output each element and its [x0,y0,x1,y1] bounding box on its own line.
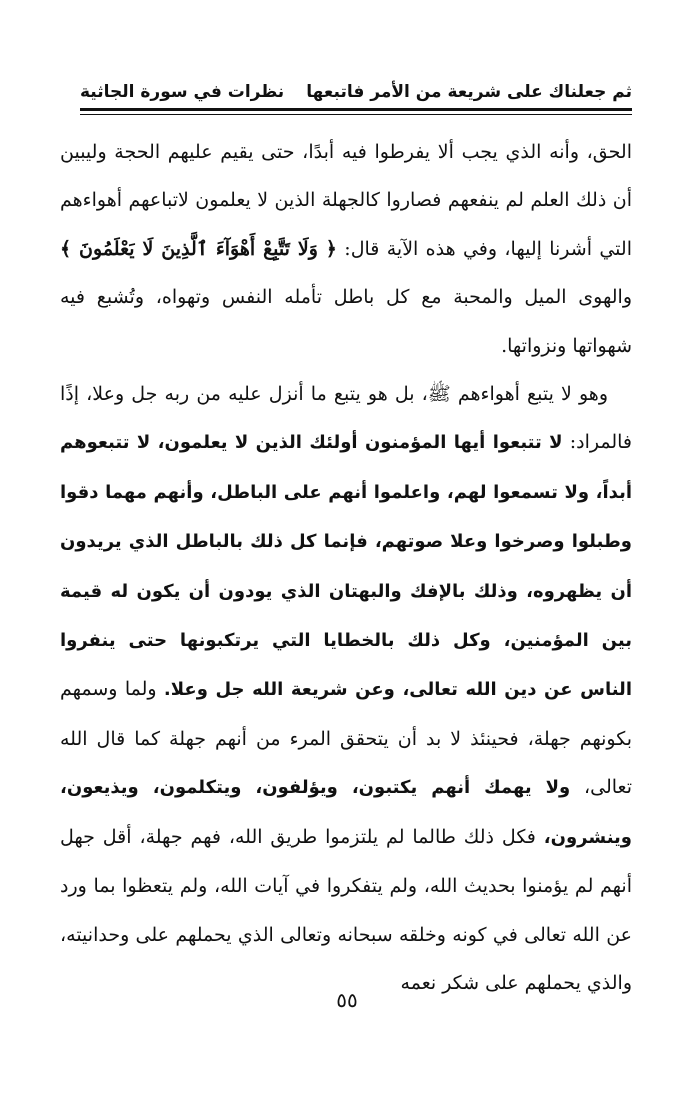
body-text [60,128,632,1007]
paragraph-1-text-a: الحق، وأنه الذي يجب ألا يفرطوا فيه أبدًا، حتى يقيم عليهم الحجة وليبين أن ذلك العلم لم ينفعهم فصاروا كالجهلة الذين لا يعلمون لاتباعهم أهواءهم التي أشرنا إليها، وفي هذه الآية قال: [60,141,632,260]
paragraph-2-bold-b: ولا يهمك أنهم يكتبون، ويؤلفون، ويتكلمون، ويذيعون، وينشرون، [60,777,632,848]
paragraph-2-text-c: فكل ذلك طالما لم يلتزموا طريق الله، فهم جهلة، أقل جهل أنهم لم يؤمنوا بحديث الله، ولم يتفكروا في آيات الله، ولم يتعظوا بما ورد عن الله تعالى في كونه وخلقه سبحانه وتعالى الذي يحملهم على وحدانيته، والذي يحملهم على شكر نعمه [60,825,632,994]
book-title: نظرات في سورة الجاثية [80,82,285,102]
chapter-title: ثم جعلناك على شريعة من الأمر فاتبعها [306,82,632,102]
running-header [80,62,632,102]
quran-verse: ﴿ وَلَا تَتَّبِعْ أَهْوَآءَ ٱلَّذِينَ لَا يَعْلَمُونَ ﴾ [60,237,337,260]
paragraph-1-text-b: والهوى الميل والمحبة مع كل باطل تأمله النفس وتهواه، وتُشبع فيه شهواتها ونزواتها. [60,286,632,357]
paragraph-2-bold-a: لا تتبعوا أيها المؤمنون أولئك الذين لا يعلمون، لا تتبعوهم أبداً، ولا تسمعوا لهم، واعلموا أنهم على الباطل، وأنهم مهما دقوا وطبلوا وصرخوا وعلا صوتهم، فإنما كل ذلك بالباطل الذي يريدون أن يظهروه، وذلك بالإفك والبهتان الذي يودون أن يكون له قيمة بين المؤمنين، وكل ذلك بالخطايا التي يرتكبونها حتى ينفروا الناس عن دين الله تعالى، وعن شريعة الله جل وعلا. [60,432,632,701]
paragraph-2-text-a: وهو لا يتبع أهواءهم ﷺ، بل هو يتبع ما أنزل عليه من ربه جل وعلا، إذًا فالمراد: [60,383,633,454]
paragraph-2-text-b: ولما وسمهم بكونهم جهلة، فحينئذ لا بد أن يتحقق المرء من أنهم جهلة كما قال الله تعالى، [60,678,633,799]
header-rule-thin [80,114,632,115]
paragraph-2 [60,370,632,1007]
page-number: ٥٥ [336,988,358,1012]
header-rule-thick [80,108,632,111]
paragraph-1 [60,128,632,370]
